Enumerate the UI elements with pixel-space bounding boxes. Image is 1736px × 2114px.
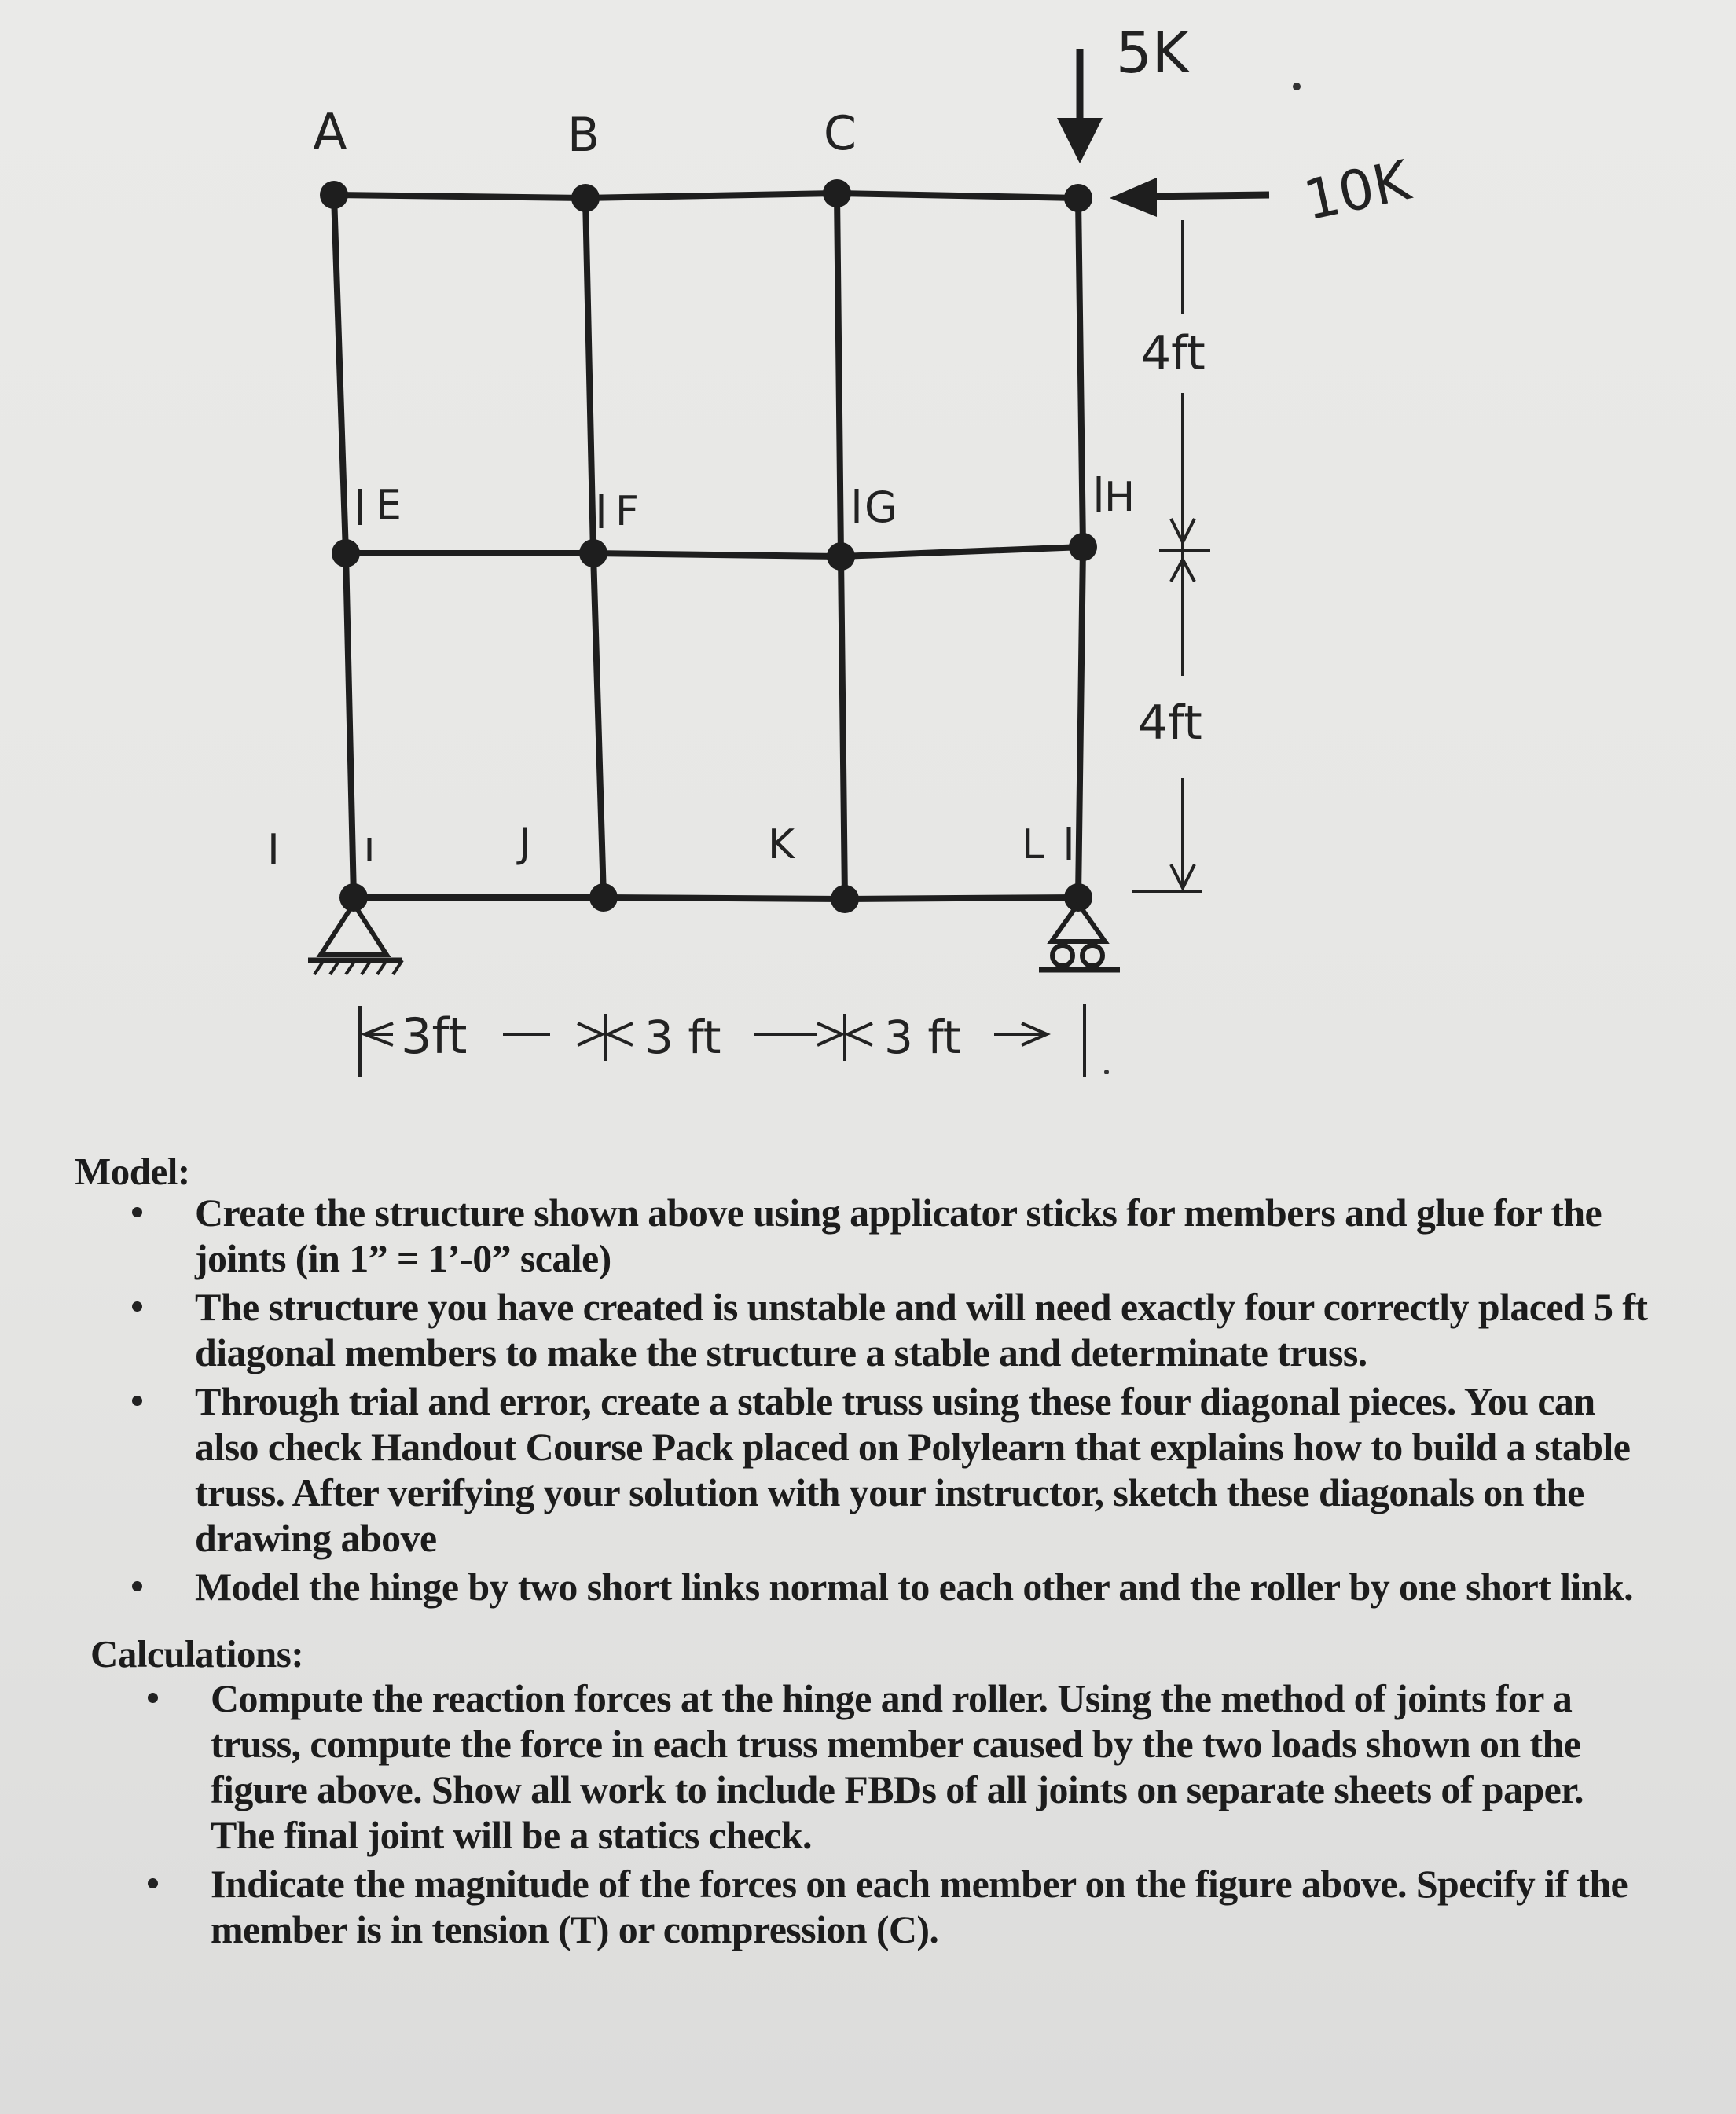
- joint-A: [320, 181, 348, 209]
- label-F: F: [615, 488, 639, 535]
- model-bullet-1: Create the structure shown above using applicator sticks for members and glue for the joints (in 1” = 1’-0” scale): [195, 1191, 1602, 1280]
- joint-B: [571, 184, 600, 212]
- label-L: L: [1022, 821, 1044, 868]
- label-J: J: [519, 820, 531, 867]
- member-GK: [841, 556, 845, 899]
- bullet-dot: [132, 1581, 142, 1591]
- list-item: [211, 1861, 1649, 1952]
- dim-vertical-upper: 4ft: [1141, 326, 1206, 381]
- model-bullet-4: Model the hinge by two short links normal to each other and the roller by one short link.: [195, 1565, 1634, 1609]
- truss-members: [334, 193, 1083, 899]
- label-B: B: [567, 108, 600, 163]
- member-FJ: [593, 553, 604, 897]
- joint-K: [831, 885, 859, 913]
- member-EI: [346, 553, 354, 897]
- bullet-dot: [148, 1693, 158, 1703]
- hinge-support: [308, 904, 402, 974]
- member-DH: [1078, 198, 1083, 547]
- member-AB: [334, 195, 585, 198]
- model-heading: Model:: [75, 1150, 190, 1193]
- calculations-heading: Calculations:: [90, 1632, 304, 1675]
- stray-mark: [1293, 83, 1301, 90]
- dim-horizontal-1: 3ft: [401, 1007, 468, 1065]
- member-BC: [585, 193, 837, 198]
- dim-horizontal-3: 3 ft: [884, 1011, 961, 1064]
- load-10k-label: 10K: [1297, 148, 1416, 233]
- joint-E: [332, 539, 360, 567]
- load-10k-arrow: [1110, 178, 1269, 217]
- bullet-dot: [132, 1207, 142, 1217]
- bullet-dot: [148, 1878, 158, 1888]
- joint-D: [1064, 184, 1092, 212]
- load-5k-label: 5K: [1116, 20, 1190, 86]
- load-5k-arrow: [1057, 49, 1103, 163]
- calculations-bullet-2: Indicate the magnitude of the forces on each member on the figure above. Specify if the member is in tension (T) or compression (C).: [211, 1862, 1628, 1951]
- joint-labels: [267, 104, 1135, 875]
- list-item: [195, 1564, 1657, 1609]
- list-item: [195, 1284, 1657, 1375]
- joint-F: [579, 539, 607, 567]
- list-item: [195, 1378, 1657, 1561]
- label-K: K: [768, 821, 795, 868]
- horizontal-dimensions: [360, 1004, 1085, 1077]
- member-CD: [837, 193, 1078, 198]
- joint-J: [589, 883, 618, 912]
- vertical-dimensions: [1132, 220, 1210, 891]
- list-item: [195, 1190, 1657, 1281]
- member-JK: [604, 897, 845, 899]
- bullet-dot: [132, 1396, 142, 1406]
- roller-support: [1039, 904, 1120, 970]
- label-I: I: [267, 825, 280, 875]
- bullet-dot: [132, 1301, 142, 1312]
- member-KL: [845, 897, 1078, 899]
- list-item: [211, 1675, 1649, 1858]
- member-FG: [593, 553, 841, 556]
- label-E: E: [376, 482, 402, 529]
- member-BF: [585, 198, 593, 553]
- member-GH: [841, 547, 1083, 556]
- label-C: C: [824, 106, 857, 161]
- member-HL: [1078, 547, 1083, 897]
- model-bullet-list: [195, 1190, 1657, 1613]
- model-bullet-2: The structure you have created is unstable and will need exactly four correctly placed 5 ft diagonal members to make the structure a stable and determinate truss.: [195, 1285, 1648, 1374]
- label-G: G: [864, 483, 897, 532]
- dim-horizontal-2: 3 ft: [644, 1011, 721, 1064]
- joint-G: [827, 542, 855, 571]
- member-AE: [334, 195, 346, 553]
- joint-H: [1069, 533, 1097, 561]
- truss-joints: [320, 179, 1097, 913]
- label-A: A: [313, 104, 347, 162]
- member-CG: [837, 193, 841, 556]
- dim-vertical-lower: 4ft: [1138, 695, 1202, 751]
- label-ticks: [360, 476, 1099, 861]
- calculations-bullet-list: [211, 1675, 1649, 1955]
- joint-C: [823, 179, 851, 207]
- model-bullet-3: Through trial and error, create a stable truss using these four diagonal pieces. You can also check Handout Course Pack placed on Polylearn that explains how to build a stable truss. After verifying your solution with your instructor, sketch these diagonals on the drawing above: [195, 1379, 1631, 1560]
- calculations-bullet-1: Compute the reaction forces at the hinge and roller. Using the method of joints for a truss, compute the force in each truss member caused by the two loads shown on the figure above. Show all work to include FBDs of all joints on separate sheets of paper. The final joint will be a statics check.: [211, 1676, 1584, 1857]
- label-H: H: [1104, 474, 1136, 521]
